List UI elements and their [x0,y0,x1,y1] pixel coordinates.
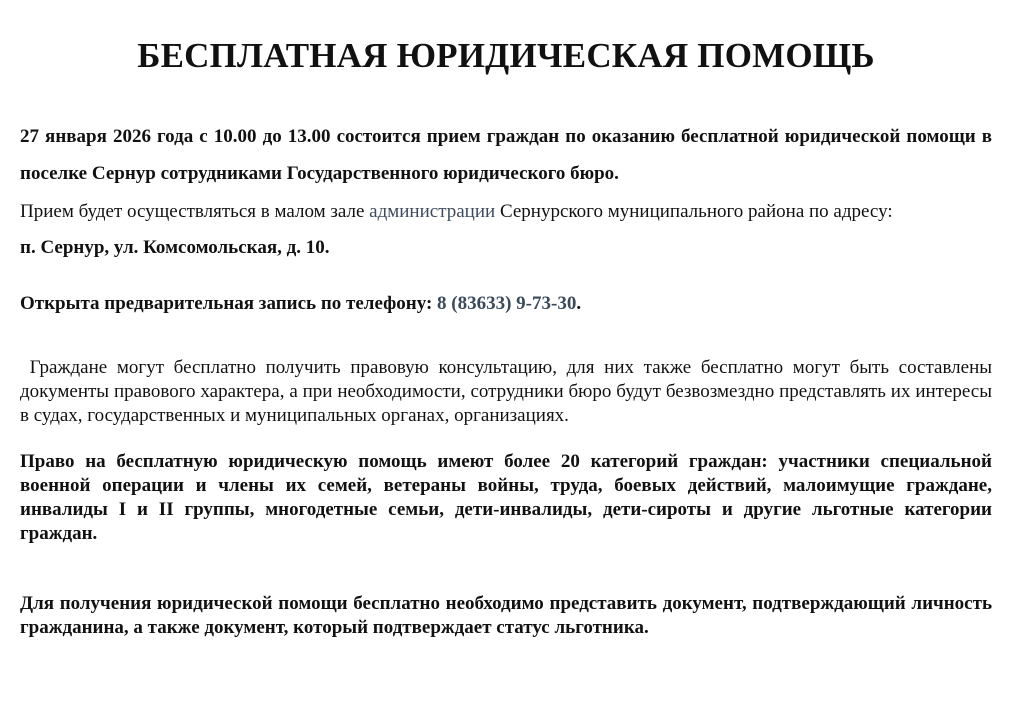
venue-text-end: Сернурского муниципального района по адресу: [495,201,893,222]
intro-paragraph: 27 января 2026 года с 10.00 до 13.00 состоится прием граждан по оказанию бесплатной юридической помощи в поселке Сернур сотрудниками Государственного юридического бюро. [20,126,992,184]
venue-paragraph [20,196,992,227]
phone-end: . [576,293,582,314]
phone-label: Открыта предварительная запись по телефону: [20,293,438,314]
eligibility-paragraph: Право на бесплатную юридическую помощь имеют более 20 категорий граждан: участники специальной военной операции и члены их семей, ветераны войны, труда, боевых действий, малоимущие граждане, инвалиды I и II группы, многодетные семьи, дети-инвалиды, дети-сироты и другие льготные категории граждан. [20,451,992,544]
venue-text-start: Прием будет осуществляться в малом зале [20,201,370,222]
announcement-page [20,0,997,712]
documents-paragraph: Для получения юридической помощи бесплатно необходимо представить документ, подтверждающий личность гражданина, а также документ, который подтверждает статус льготника. [20,593,992,638]
administration-link[interactable]: администрации [369,201,496,222]
phone-paragraph [20,288,992,319]
address-line: п. Сернур, ул. Комсомольская, д. 10. [20,237,330,258]
phone-number-link[interactable]: 8 (83633) 9-73-30 [437,293,577,314]
services-paragraph: Граждане могут бесплатно получить правовую консультацию, для них также бесплатно могут быть составлены документы правового характера, а при необходимости, сотрудники бюро будут безвозмездно представлять их интересы в судах, государственных и муниципальных органах, организациях. [20,357,997,426]
page-title: БЕСПЛАТНАЯ ЮРИДИЧЕСКАЯ ПОМОЩЬ [137,36,875,75]
